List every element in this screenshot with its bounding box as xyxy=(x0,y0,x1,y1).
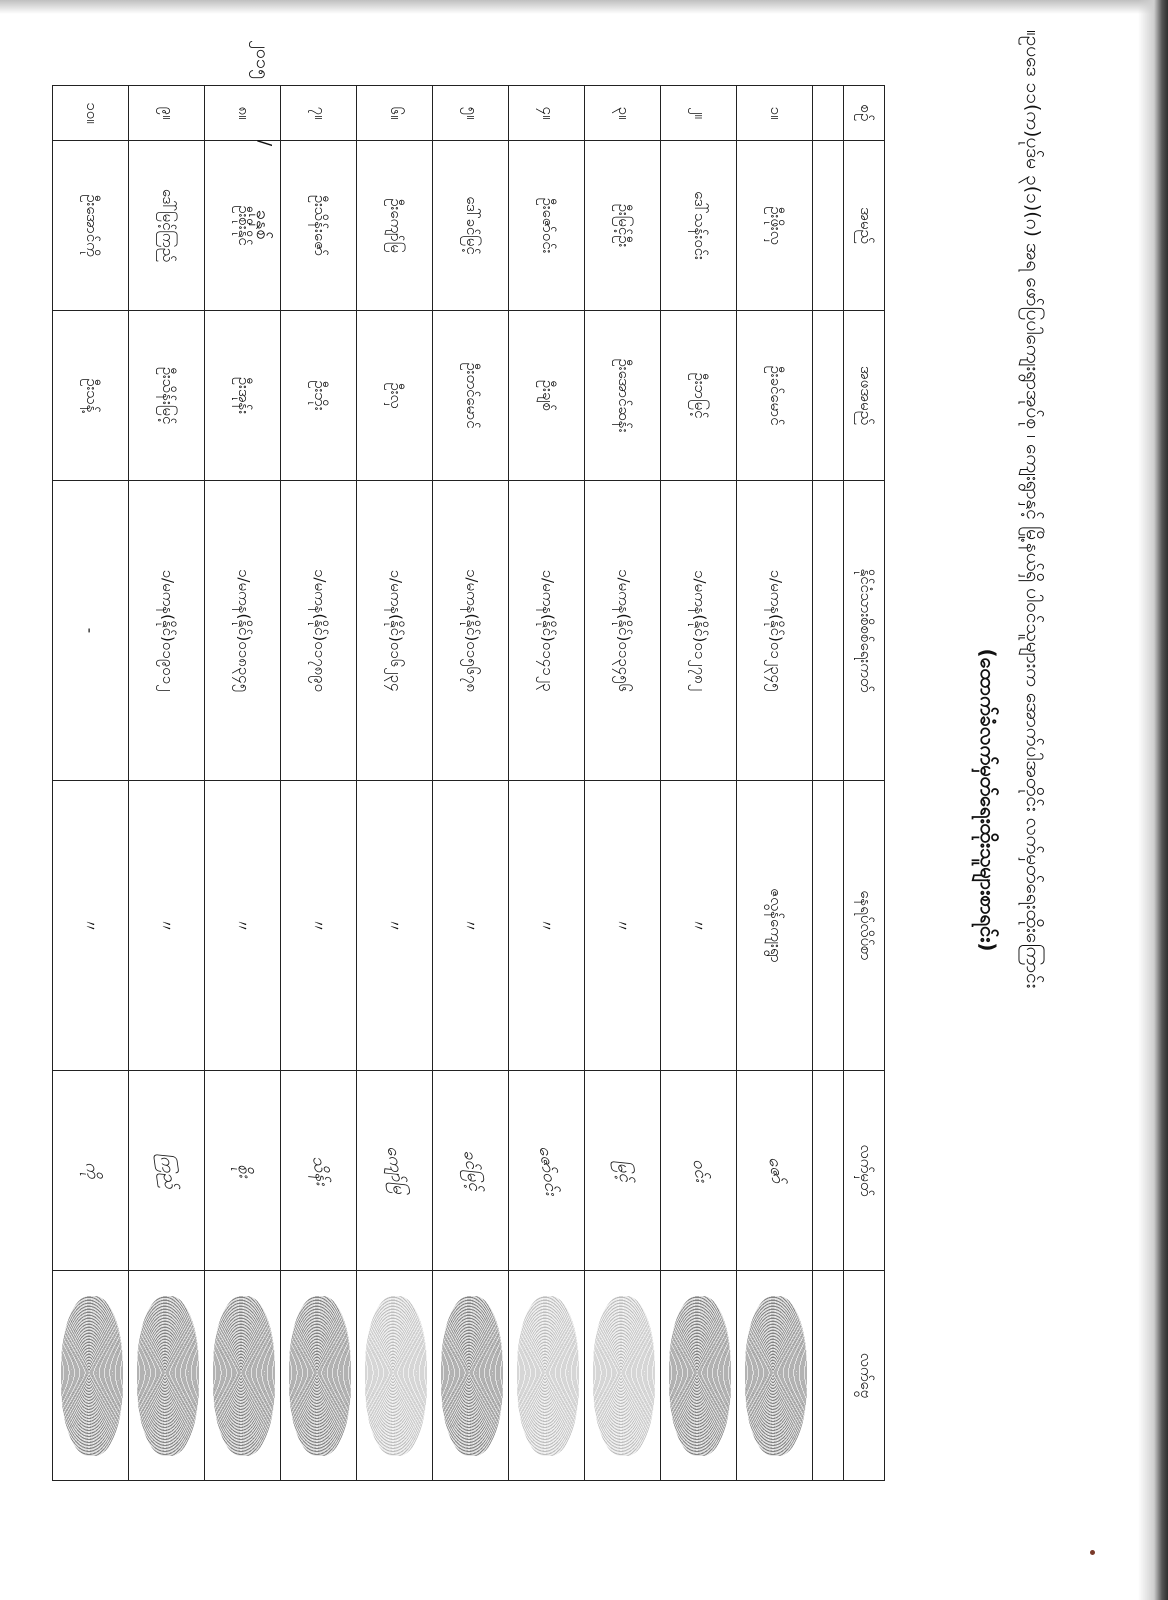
handwritten-signature: မြင့် xyxy=(612,1158,636,1183)
header-father: အဖအမည် xyxy=(844,311,885,481)
table-row xyxy=(585,86,661,1481)
table-row xyxy=(205,86,281,1481)
thumbprint xyxy=(433,1271,509,1481)
address: 〃 xyxy=(433,781,509,1071)
thumbprint xyxy=(357,1271,433,1481)
signature-table xyxy=(52,85,885,1481)
father-name: ဦးချစ် xyxy=(509,311,585,481)
thumbprint-mark xyxy=(518,1296,580,1456)
thumbprint-mark xyxy=(366,1296,428,1456)
table-header-row xyxy=(844,86,885,1481)
thumbprint xyxy=(281,1271,357,1481)
row-number: ၉။ xyxy=(129,86,205,141)
person-name: ဦးကျော်မြ xyxy=(357,141,433,311)
father-name: ဦးလှ xyxy=(357,311,433,481)
thumbprint xyxy=(205,1271,281,1481)
thumbprint-mark xyxy=(594,1296,656,1456)
signature xyxy=(433,1071,509,1271)
father-name: ဦးသိန်းမြင့် xyxy=(129,311,205,481)
row-number: ၆။ xyxy=(357,86,433,141)
nrc-number: ၁/မကန(နိုင်)၀၁၃၄၅၆ xyxy=(585,481,661,781)
row-number: ၃။ xyxy=(585,86,661,141)
row-number: ၁။ xyxy=(737,86,813,141)
signature xyxy=(737,1071,813,1271)
handwritten-signature: ကျော်မြ xyxy=(382,1145,410,1196)
nrc-number: ၁/မကန(နိုင်)၀၁၈၃၄၅ xyxy=(205,481,281,781)
header-address: နေရပ်လိပ်စာ xyxy=(844,781,885,1071)
table-row xyxy=(737,86,813,1481)
address: 〃 xyxy=(585,781,661,1071)
address: 〃 xyxy=(129,781,205,1071)
thumbprint xyxy=(737,1271,813,1481)
row-number: ၅။ xyxy=(433,86,509,141)
signature xyxy=(281,1071,357,1271)
header-name: အမည် xyxy=(844,141,885,311)
header-thumbprint: လက်ဗွေ xyxy=(844,1271,885,1481)
footer-dash: / xyxy=(254,140,275,147)
row-number: ၄။ xyxy=(509,86,585,141)
table-row xyxy=(509,86,585,1481)
header-signature: လက်မှတ် xyxy=(844,1071,885,1271)
nrc-number: ၁/မကန(နိုင်)၀၁၅၆၇၈ xyxy=(433,481,509,781)
handwritten-signature: ကြည် xyxy=(155,1151,181,1190)
person-name: ဦးစိုးနိုင် xyxy=(205,141,281,311)
rotated-sheet xyxy=(80,30,1045,1490)
nrc-number: ၁/မကန(နိုင်)၀၁၂၇၈၂ xyxy=(661,481,737,781)
nrc-number: ၁/မကန(နိုင်)၀၁၆၂၃၄ xyxy=(357,481,433,781)
nrc-number: - xyxy=(53,481,129,781)
header-nrc: နိုင်ငံသားစိစစ်ရေးကတ် xyxy=(844,481,885,781)
header-no: စဉ် xyxy=(844,86,885,141)
handwritten-signature: ခင်မြင့် xyxy=(459,1148,485,1192)
table-row xyxy=(661,86,737,1481)
row-number: ၂။ xyxy=(661,86,737,141)
table-row xyxy=(433,86,509,1481)
person-name: ဦးဖိုးလှ xyxy=(737,141,813,311)
address: 〃 xyxy=(205,781,281,1071)
thumbprint-mark xyxy=(290,1296,352,1456)
address: 〃 xyxy=(357,781,433,1071)
thumbprint-mark xyxy=(670,1296,732,1456)
thumbprint-mark xyxy=(62,1296,124,1456)
handwritten-signature: ဇော် xyxy=(764,1155,788,1185)
father-name: ဦးဘမြင့် xyxy=(661,311,737,481)
scan-top-shadow xyxy=(0,0,1168,14)
handwritten-signature: ကို xyxy=(80,1160,104,1180)
person-name: ဒေါ်မြင့်ကြည် xyxy=(129,141,205,311)
father-name: ဦးတင်မောင် xyxy=(433,311,509,481)
thumbprint xyxy=(53,1271,129,1481)
father-name: ဦးအုန်း xyxy=(205,311,281,481)
table-row xyxy=(53,86,129,1481)
address: 〃 xyxy=(509,781,585,1071)
person-name: ဦးမြင့်ဦး xyxy=(585,141,661,311)
row-number: ၈။ xyxy=(205,86,281,141)
thumbprint xyxy=(509,1271,585,1481)
address: 〃 xyxy=(281,781,357,1071)
address: 〃 xyxy=(53,781,129,1071)
document-heading: ။ဥပဒေ ၁၁(က)ပုဒ်မ ၃(၁)(ဂ) အရ ဖော်ပြပါကျေးရွာအုပ်စု ၊ ကျေးရွာနှင့် မြို့နယ်ရှိ ပါဝင်သူများက အောက်ပါအတိုင်း လက်မှတ်ရေးထိုးကြောင်း xyxy=(1022,30,1044,989)
nrc-number: ၁/မကန(နိုင်)၀၁၄၁၂၃ xyxy=(509,481,585,781)
handwritten-signature: စိုး xyxy=(233,1162,255,1179)
person-name: ဦးအောင်ကို xyxy=(53,141,129,311)
scan-edge-shadow xyxy=(1138,0,1168,1600)
table-row xyxy=(281,86,357,1481)
thumbprint xyxy=(129,1271,205,1481)
thumbprint-mark xyxy=(746,1296,808,1456)
father-name: ဦးသန့် xyxy=(53,311,129,481)
address: 〃 xyxy=(661,781,737,1071)
nrc-number: ၁/မကန(နိုင်)၀၁၂၃၄၅ xyxy=(737,481,813,781)
person-name: ဒေါ်ခင်မြင့် xyxy=(433,141,509,311)
footer-label: ခုနှစ် xyxy=(252,210,273,240)
ink-speck xyxy=(1090,1550,1095,1555)
signature xyxy=(357,1071,433,1271)
row-number: ၇။ xyxy=(281,86,357,141)
nrc-number: ၁/မကန(နိုင်)၀၁၇၈၉၀ xyxy=(281,481,357,781)
blank-row xyxy=(813,86,844,1481)
table-row xyxy=(357,86,433,1481)
thumbprint-mark xyxy=(138,1296,200,1456)
person-name: ဦးဇော်ဝင်း xyxy=(509,141,585,311)
thumbprint-mark xyxy=(442,1296,504,1456)
signature xyxy=(129,1071,205,1271)
signature xyxy=(509,1071,585,1271)
address: ဇလွန်ကျေးရွာ xyxy=(737,781,813,1071)
document-subheading: (ထောက်ခံလက်မှတ်ရေးထိုးသူများစာရင်း) xyxy=(976,648,1000,952)
person-name: ဒေါ်သန်းဝင်း xyxy=(661,141,737,311)
nrc-number: ၁/မကန(နိုင်)၀၁၉၀၁၂ xyxy=(129,481,205,781)
signature xyxy=(53,1071,129,1271)
handwritten-signature: ဝင်း xyxy=(688,1157,712,1184)
person-name: ဦးသိန်းဇော် xyxy=(281,141,357,311)
father-name: ဦးဘိုး xyxy=(281,311,357,481)
footer-year: ၂၀၁၅ xyxy=(252,40,273,80)
thumbprint xyxy=(585,1271,661,1481)
row-number: ၁၀။ xyxy=(53,86,129,141)
father-name: ဦးခင်မောင် xyxy=(737,311,813,481)
thumbprint-mark xyxy=(214,1296,276,1456)
signature xyxy=(585,1071,661,1271)
thumbprint xyxy=(661,1271,737,1481)
father-name: ဦးအောင်ဆန်း xyxy=(585,311,661,481)
handwritten-signature: ဇော်ဝင်း xyxy=(534,1144,562,1197)
table-row xyxy=(129,86,205,1481)
signature xyxy=(661,1071,737,1271)
signature xyxy=(205,1071,281,1271)
handwritten-signature: သိန်း xyxy=(308,1154,332,1187)
